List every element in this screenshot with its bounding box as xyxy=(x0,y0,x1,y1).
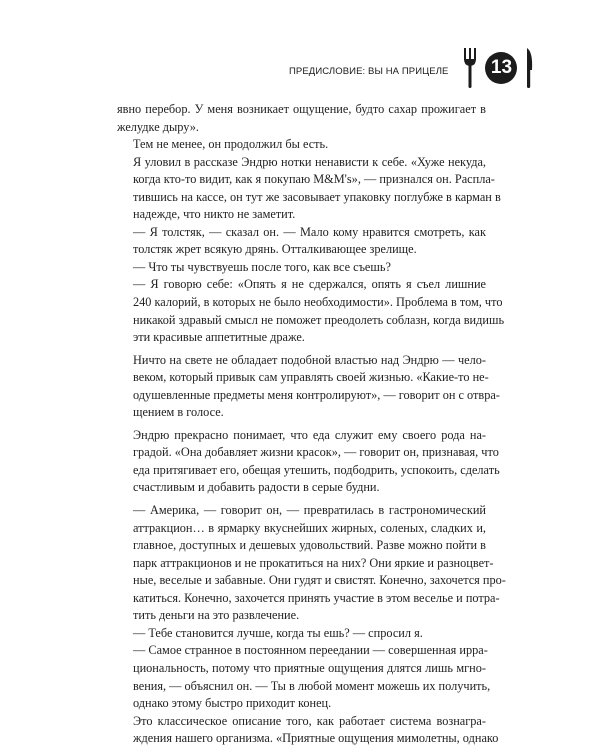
text-line: тившись на кассе, он тут же засовывает упаковку поглубже в карман в xyxy=(133,189,501,204)
paragraph xyxy=(117,625,486,643)
page-number-badge xyxy=(485,52,517,84)
text-line: Ничто на свете не обладает подобной властью над Эндрю — чело- xyxy=(133,352,486,367)
paragraph xyxy=(117,642,491,712)
text-line: ные, веселые и забавные. Они гудят и свистят. Конечно, захочется про- xyxy=(133,573,506,588)
text-line: когда кто-то видит, как я покупаю M&M's», — признался он. Распла- xyxy=(133,172,495,187)
text-line: веком, который привык сам управлять своей жизнью. «Какие-то не- xyxy=(133,370,489,385)
text-line: — Самое странное в постоянном переедании — совершенная ирра- xyxy=(133,643,488,658)
text-line: — Я говорю себе: «Опять я не сдержался, опять я съел лишние xyxy=(133,277,486,292)
text-line: эти красивые аппетитные драже. xyxy=(133,330,305,345)
text-line: циональность, потому что приятные ощущения длятся лишь мгно- xyxy=(133,660,486,675)
paragraph xyxy=(117,136,486,154)
fork-icon xyxy=(462,48,478,88)
text-line: Тем не менее, он продолжил бы есть. xyxy=(133,137,329,152)
text-line: толстяк жрет всякую дрянь. Отталкивающее зрелище. xyxy=(133,242,417,257)
text-line: однако этому быстро приходит конец. xyxy=(133,696,332,711)
text-line: счастливым и добавить радости в серые будни. xyxy=(133,480,380,495)
paragraph xyxy=(117,154,501,224)
text-line: тить деньги на это развлечение. xyxy=(133,608,300,623)
text-line: щением в голосе. xyxy=(133,405,224,420)
text-line: надежде, что никто не заметит. xyxy=(133,207,296,222)
running-header xyxy=(289,48,534,88)
paragraph xyxy=(117,276,505,346)
text-line: — Тебе становится лучше, когда ты ешь? — спросил я. xyxy=(133,625,423,640)
text-line: ждения нашего организма. «Приятные ощущения мимолетны, однако xyxy=(133,731,499,746)
chapter-title: ПРЕДИСЛОВИЕ: ВЫ НА ПРИЦЕЛЕ xyxy=(289,65,449,77)
text-line: еда притягивает его, обещая утешить, подбодрить, успокоить, сделать xyxy=(133,462,500,477)
paragraph xyxy=(117,259,486,277)
paragraph xyxy=(117,224,486,259)
paragraph xyxy=(117,713,499,748)
paragraph xyxy=(117,101,486,136)
text-line: вения, — объяснил он. — Ты в любой момент можешь их получить, xyxy=(133,678,491,693)
text-line: парк аттракционов и не прокатиться на них? Они яркие и разноцвет- xyxy=(133,555,494,570)
text-line: — Америка, — говорит он, — превратилась в гастрономический xyxy=(133,503,486,518)
text-line: Это классическое описание того, как работает система вознагра- xyxy=(133,713,486,728)
page-number: 13 xyxy=(490,57,513,78)
text-line: Я уловил в рассказе Эндрю нотки ненависти к себе. «Хуже некуда, xyxy=(133,154,486,169)
text-line: — Я толстяк, — сказал он. — Мало кому нравится смотреть, как xyxy=(133,224,486,239)
text-line: явно перебор. У меня возникает ощущение, будто сахар прожигает в xyxy=(117,102,486,116)
text-line: никакой здравый смысл не поможет преодолеть соблазн, когда видишь xyxy=(133,312,505,327)
knife-icon xyxy=(524,48,534,88)
paragraph xyxy=(117,427,500,497)
text-line: — Что ты чувствуешь после того, как все съешь? xyxy=(133,259,391,274)
text-line: аттракцион… в ярмарку вкуснейших жирных, соленых, сладких и, xyxy=(133,520,486,535)
text-line: одушевленные предметы меня контролируют», — говорит он с отвра- xyxy=(133,387,500,402)
paragraph xyxy=(117,502,506,625)
text-line: главное, доступных и дешевых удовольствий. Разве можно пойти в xyxy=(133,538,486,553)
text-line: градой. «Она добавляет жизни красок», — говорит он, признавая, что xyxy=(133,445,499,460)
paragraph xyxy=(117,352,500,422)
text-line: Эндрю прекрасно понимает, что еда служит ему своего рода на- xyxy=(133,427,486,442)
page-body xyxy=(117,101,506,748)
text-line: желудке дыру». xyxy=(117,119,199,134)
text-line: 240 калорий, в которых не было необходимости». Проблема в том, что xyxy=(133,295,503,310)
text-line: катиться. Конечно, захочется принять участие в этом веселье и потра- xyxy=(133,590,500,605)
